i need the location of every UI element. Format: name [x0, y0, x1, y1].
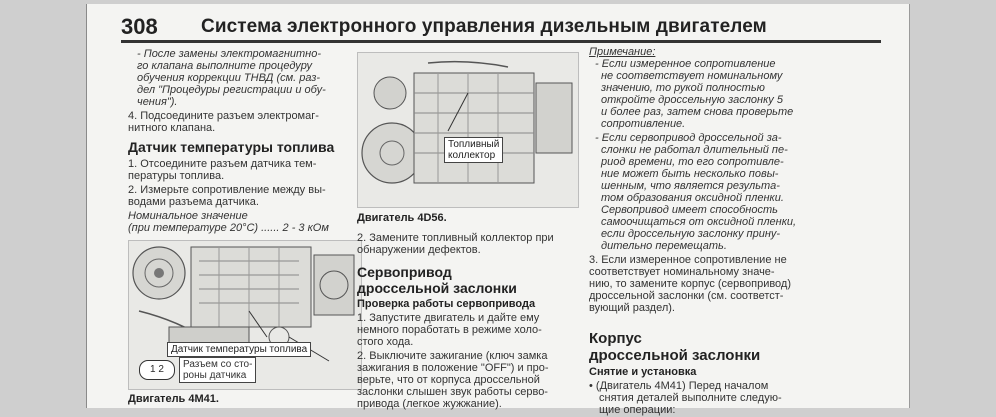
text-line: дроссельной заслонки (см. соответст-: [589, 290, 784, 302]
text-line: заслонки слышен звук работы серво-: [357, 386, 548, 398]
connector-label-line: роны датчика: [183, 370, 247, 381]
text-line: дел "Процедуры регистрации и обу-: [137, 84, 326, 96]
text-line: зажигания в положение "OFF") и про-: [357, 362, 549, 374]
text-line: откройте дроссельную заслонку 5: [601, 94, 783, 106]
connector-pins: 1 2: [150, 364, 164, 375]
section-heading: Датчик температуры топлива: [128, 139, 335, 155]
callout-line: Топливный: [448, 139, 500, 150]
nominal-label: Номинальное значение: [128, 210, 248, 222]
text-line: - Если измеренное сопротивление: [595, 58, 776, 70]
callout-line: коллектор: [448, 150, 496, 161]
text-line: слонки не работал длительный пе-: [601, 144, 788, 156]
page-header: [121, 12, 881, 42]
text-line: 4. Подсоедините разъем электромаг-: [128, 110, 319, 122]
text-line: • (Двигатель 4M41) Перед началом: [589, 380, 769, 392]
section-heading: Сервопривод: [357, 264, 452, 280]
text-line: - Если сервопривод дроссельной за-: [595, 132, 782, 144]
section-heading: дроссельной заслонки: [589, 347, 761, 364]
text-line: сопротивление.: [601, 118, 686, 130]
figure-callout: [444, 137, 503, 163]
subsection-heading: Проверка работы сервопривода: [357, 298, 536, 310]
text-line: пературы топлива.: [128, 170, 225, 182]
text-line: риод времени, то его сопротивле-: [601, 156, 784, 168]
text-line: го клапана выполните процедуру: [137, 60, 313, 72]
text-line: не соответствует номинальному: [601, 70, 783, 82]
text-line: обнаружении дефектов.: [357, 244, 481, 256]
text-line: нию, то замените корпус (сервопривод): [589, 278, 792, 290]
text-line: ние может быть несколько повы-: [601, 168, 779, 180]
connector-label-line: Разъем со сто-: [183, 359, 253, 370]
text-line: 1. Отсоедините разъем датчика тем-: [128, 158, 317, 170]
text-line: самоочищаться от оксидной пленки,: [601, 216, 797, 228]
nominal-value: (при температуре 20°C) ...... 2 - 3 кОм: [128, 222, 329, 234]
text-line: снятия деталей выполните следую-: [599, 392, 782, 404]
page-title: Система электронного управления дизельным двигателем: [201, 16, 767, 37]
text-line: немного поработать в режиме холо-: [357, 324, 542, 336]
text-line: вующий раздел).: [589, 302, 675, 314]
text-line: привода (легкое жужжание).: [357, 398, 502, 410]
text-line: Сервопривод имеет способность: [601, 204, 778, 216]
text-line: шенным, что является результа-: [601, 180, 780, 192]
text-line: соответствует номинальному значе-: [589, 266, 775, 278]
text-line: верьте, что от корпуса дроссельной: [357, 374, 540, 386]
text-line: 1. Запустите двигатель и дайте ему: [357, 312, 540, 324]
text-line: 2. Измерьте сопротивление между вы-: [128, 184, 326, 196]
page-number: 308: [121, 14, 158, 39]
text-line: если дроссельную заслонку прину-: [601, 228, 781, 240]
header-rule: [121, 40, 881, 43]
text-line: - После замены электромагнитно-: [137, 48, 321, 60]
engine-drawing: [358, 53, 578, 207]
text-line: 3. Если измеренное сопротивление не: [589, 254, 787, 266]
section-heading: дроссельной заслонки: [357, 280, 517, 296]
engine-figure-4d56: [357, 52, 579, 208]
text-line: водами разъема датчика.: [128, 196, 259, 208]
text-line: стого хода.: [357, 336, 414, 348]
figure-callout: Датчик температуры топлива: [167, 342, 311, 357]
text-line: и более раз, затем снова проверьте: [601, 106, 794, 118]
note-label: Примечание:: [589, 46, 656, 58]
figure-caption: Двигатель 4D56.: [357, 212, 447, 224]
connector-icon: [139, 360, 175, 380]
engine-figure-4m41: [128, 240, 362, 390]
subsection-heading: Снятие и установка: [589, 366, 697, 378]
section-heading: Корпус: [589, 330, 642, 347]
text-line: значению, то рукой полностью: [601, 82, 765, 94]
text-line: 2. Выключите зажигание (ключ замка: [357, 350, 548, 362]
figure-caption: Двигатель 4M41.: [128, 393, 219, 405]
text-line: том образования оксидной пленки.: [601, 192, 784, 204]
text-line: дительно перемещать.: [601, 240, 727, 252]
text-line: щие операции:: [599, 404, 676, 416]
text-line: нитного клапана.: [128, 122, 216, 134]
book-page: [86, 4, 910, 416]
text-line: 2. Замените топливный коллектор при: [357, 232, 554, 244]
text-line: обучения коррекции ТНВД (см. раз-: [137, 72, 321, 84]
connector-label: [179, 357, 256, 383]
text-line: чения").: [137, 96, 178, 108]
